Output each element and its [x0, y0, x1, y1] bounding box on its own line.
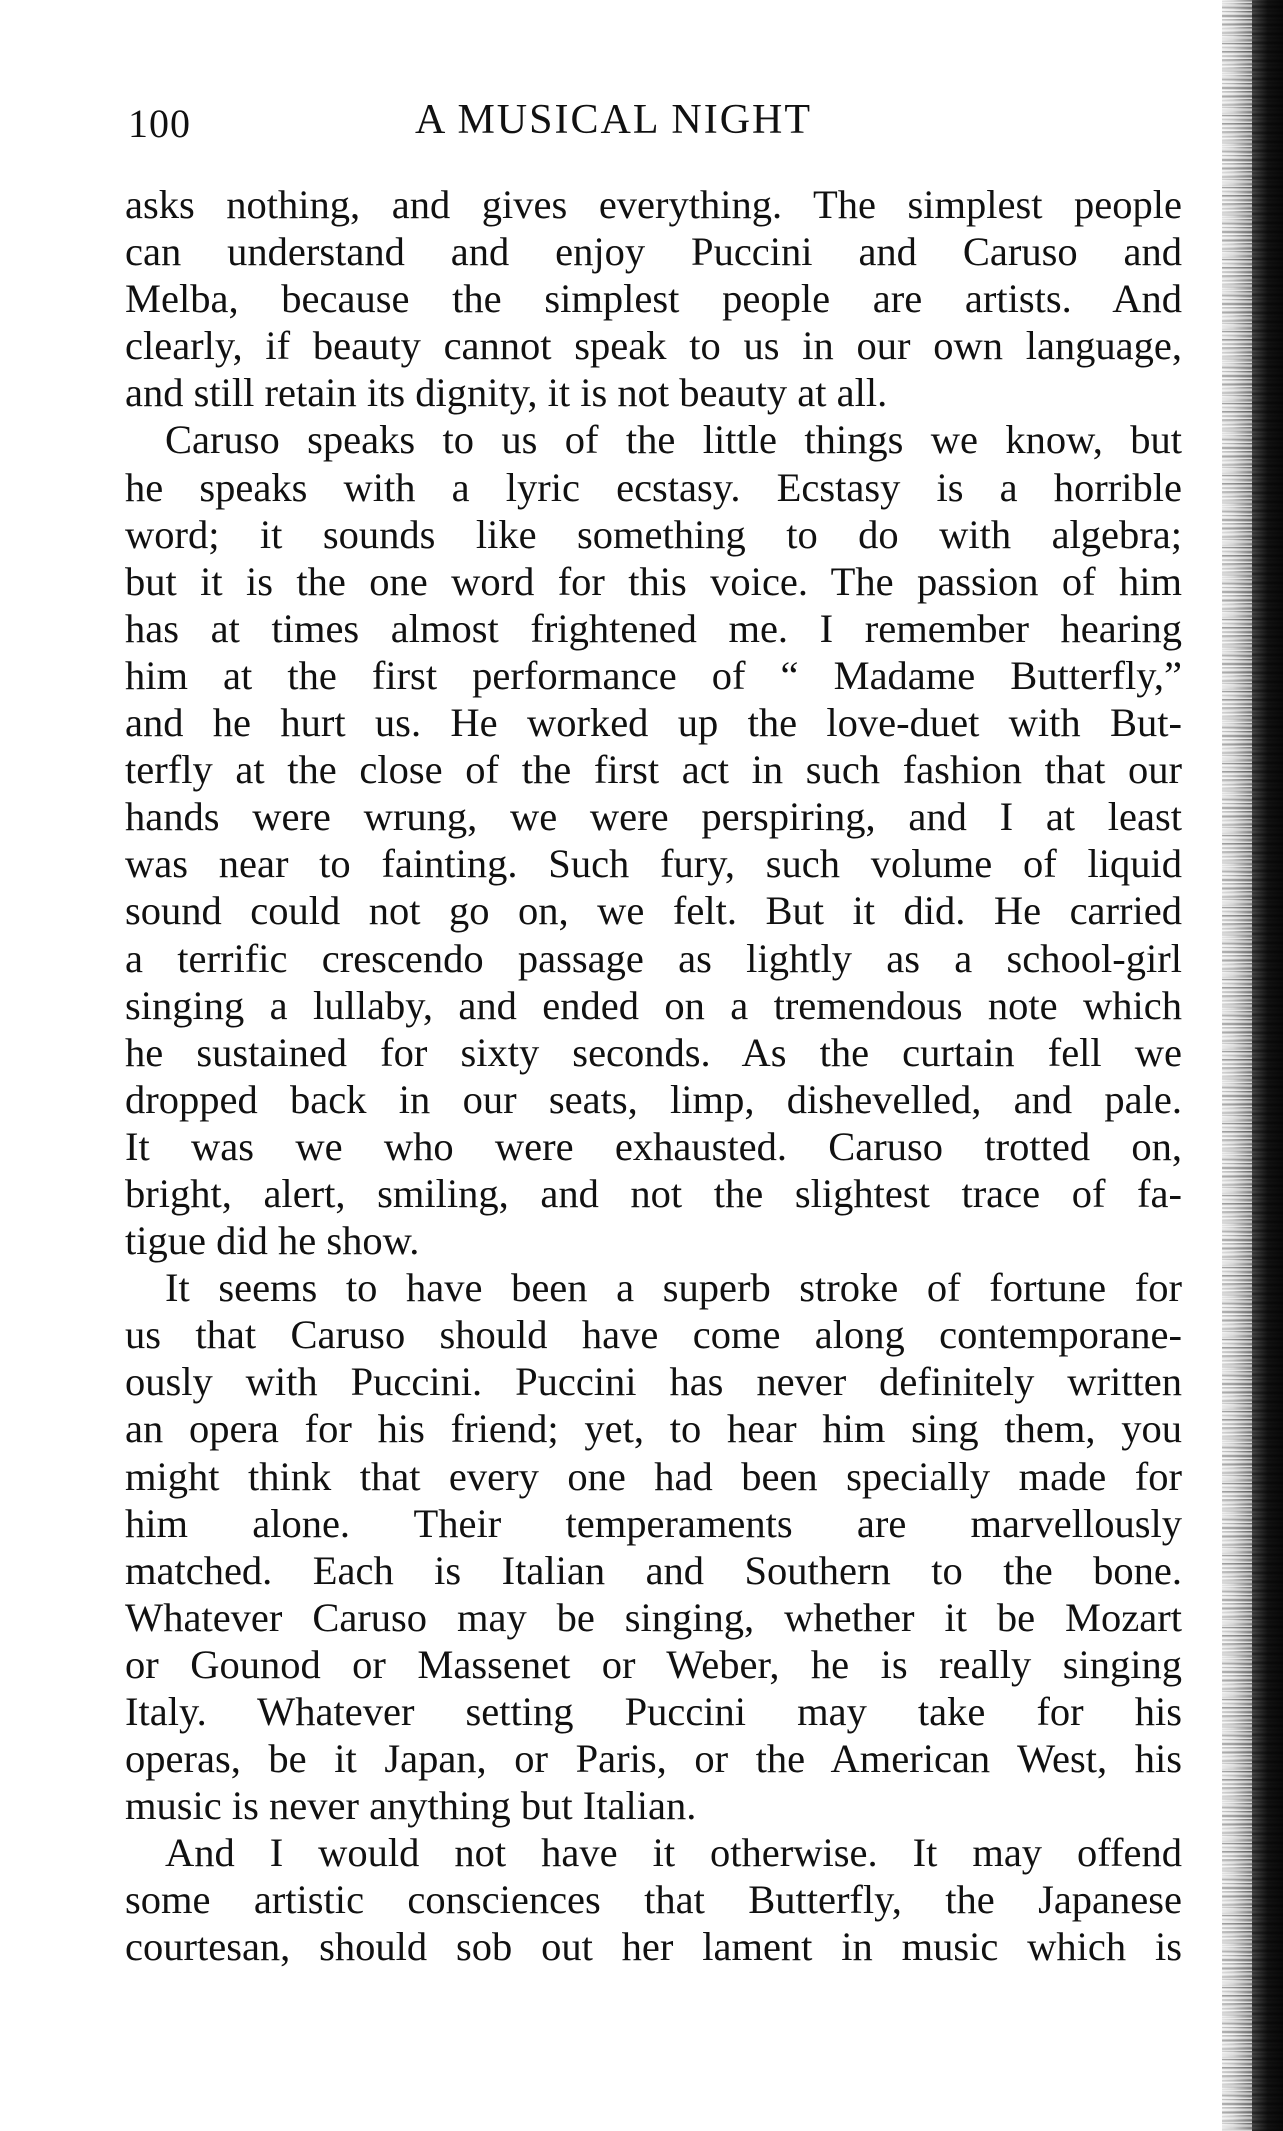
paragraph	[125, 1264, 1182, 1829]
page-edge	[1222, 0, 1283, 2131]
text-line: dropped back in our seats, limp, dishevelled, and pale.	[125, 1076, 1182, 1122]
text-line: can understand and enjoy Puccini and Caruso and	[125, 229, 1182, 275]
page-number: 100	[128, 101, 191, 146]
text-line: but it is the one word for this voice. The passion of him	[125, 558, 1182, 604]
text-line: him alone. Their temperaments are marvellously	[125, 1500, 1182, 1546]
text-line: might think that every one had been specially made for	[125, 1453, 1182, 1499]
text-line: or Gounod or Massenet or Weber, he is really singing	[125, 1641, 1182, 1687]
text-line: was near to fainting. Such fury, such volume of liquid	[125, 841, 1182, 887]
text-line: Caruso speaks to us of the little things we know, but	[165, 417, 1182, 463]
text-line: tigue did he show.	[125, 1218, 420, 1264]
running-head: A MUSICAL NIGHT	[414, 97, 813, 143]
text-line: clearly, if beauty cannot speak to us in our own language,	[125, 323, 1182, 369]
paragraph	[125, 181, 1182, 416]
text-line: courtesan, should sob out her lament in music which is	[125, 1924, 1182, 1970]
page-header	[125, 96, 1182, 156]
text-line: ously with Puccini. Puccini has never definitely written	[125, 1359, 1182, 1405]
text-line: It was we who were exhausted. Caruso trotted on,	[125, 1123, 1182, 1169]
text-line: Melba, because the simplest people are artists. And	[125, 276, 1182, 322]
text-line: operas, be it Japan, or Paris, or the American West, his	[125, 1736, 1182, 1782]
text-line: he speaks with a lyric ecstasy. Ecstasy is a horrible	[125, 464, 1182, 510]
text-line: he sustained for sixty seconds. As the curtain fell we	[125, 1029, 1182, 1075]
text-line: and still retain its dignity, it is not beauty at all.	[125, 370, 888, 416]
text-line: singing a lullaby, and ended on a tremendous note which	[125, 982, 1182, 1028]
body-text	[125, 181, 1182, 1971]
text-line: terfly at the close of the first act in such fashion that our	[125, 747, 1182, 793]
text-line: It seems to have been a superb stroke of fortune for	[165, 1265, 1182, 1311]
text-line: word; it sounds like something to do with algebra;	[125, 511, 1182, 557]
text-line: us that Caruso should have come along contemporane-	[125, 1312, 1182, 1358]
text-line: Whatever Caruso may be singing, whether it be Mozart	[125, 1594, 1182, 1640]
text-line: has at times almost frightened me. I remember hearing	[125, 605, 1182, 651]
text-line: hands were wrung, we were perspiring, and I at least	[125, 794, 1182, 840]
text-line: asks nothing, and gives everything. The simplest people	[125, 182, 1182, 227]
text-line: bright, alert, smiling, and not the slightest trace of fa-	[125, 1170, 1182, 1216]
text-line: some artistic consciences that Butterfly, the Japanese	[125, 1877, 1182, 1923]
text-line: And I would not have it otherwise. It may offend	[165, 1830, 1182, 1876]
text-line: music is never anything but Italian.	[125, 1783, 697, 1829]
text-line: Italy. Whatever setting Puccini may take for his	[125, 1689, 1182, 1734]
text-line: a terrific crescendo passage as lightly as a school-girl	[125, 935, 1182, 981]
text-line: him at the first performance of “ Madame Butterfly,”	[125, 652, 1182, 698]
paragraph	[125, 416, 1182, 1264]
text-line: matched. Each is Italian and Southern to the bone.	[125, 1547, 1182, 1593]
paragraph	[125, 1829, 1182, 1970]
text-line: and he hurt us. He worked up the love-duet with But-	[125, 700, 1182, 746]
text-line: sound could not go on, we felt. But it did. He carried	[125, 888, 1182, 934]
text-line: an opera for his friend; yet, to hear him sing them, you	[125, 1406, 1182, 1452]
